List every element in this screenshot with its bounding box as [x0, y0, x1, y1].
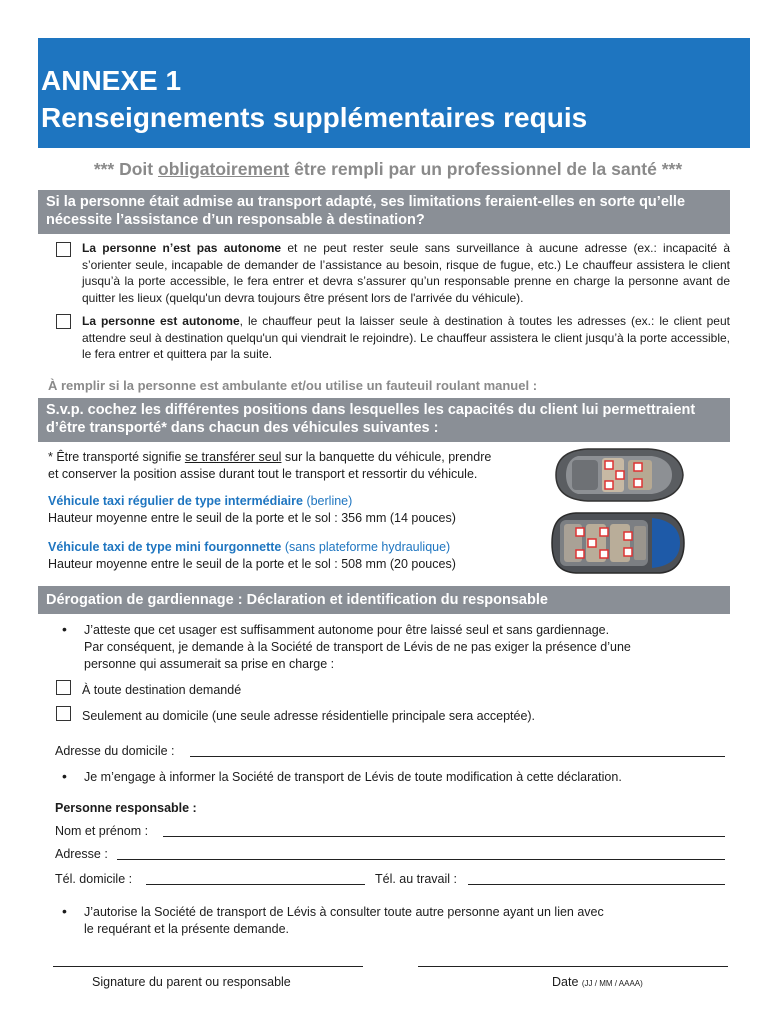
sedan-seat-checkbox-5[interactable]: [634, 479, 642, 487]
not-autonomous-text: [82, 240, 730, 306]
home-phone-field[interactable]: [146, 884, 365, 885]
not-autonomous-desc: et ne peut rester seule sans surveillance à aucune adresse (ex.: incapacité à s’orienter seule, incapable de demander de l’assistance au besoin, risque de fugue, etc.) Le chauffeur assistera le client jusqu’à la porte accessible, le fera entrer et devra s’assurer qu’un responsable prenne en charge la personne avant de quitter les lieux (quelqu'un devra toujours être présent lors de l'arrivée du véhicule).: [82, 241, 731, 305]
commitment-text: Je m’engage à informer la Société de transport de Lévis de toute modification à cette déclaration.: [84, 770, 622, 784]
mandatory-notice: [48, 159, 728, 180]
annex-title: ANNEXE 1: [41, 65, 182, 96]
sedan-seat-checkbox-1[interactable]: [605, 461, 613, 469]
mandatory-suffix: être rempli par un professionnel de la santé ***: [289, 159, 683, 179]
van-seat-checkbox-3[interactable]: [588, 539, 596, 547]
home-address-field[interactable]: [190, 756, 725, 757]
date-label-text: Date: [552, 975, 579, 989]
section3-bar: Dérogation de gardiennage : Déclaration et identification du responsable: [38, 586, 730, 614]
vehicle1-title: [48, 493, 352, 510]
van-seat-checkbox-5[interactable]: [600, 550, 608, 558]
sedan-seat-checkbox-2[interactable]: [605, 481, 613, 489]
date-field[interactable]: [418, 966, 728, 967]
autonomous-desc: , le chauffeur peut la laisser seule à destination à toutes les adresses (ex.: le client peut attendre seul à destination quelqu'un qui viendrait le rejoindre). Le chauffeur assistera le client jusqu’à la porte accessible, le fera entrer et quittera par la suite.: [82, 314, 730, 361]
autonomous-text: [82, 313, 730, 363]
vehicle2-title-bold: Véhicule taxi de type mini fourgonnette: [48, 540, 282, 554]
page-title: Renseignements supplémentaires requis: [41, 102, 588, 133]
note-prefix: * Être transporté signifie: [48, 450, 185, 464]
mandatory-underlined: obligatoirement: [158, 159, 290, 179]
ambulant-title: À remplir si la personne est ambulante et/ou utilise un fauteuil roulant manuel :: [48, 378, 538, 393]
address-label: Adresse :: [55, 847, 108, 861]
responsible-title: Personne responsable :: [55, 801, 197, 815]
not-autonomous-bold: La personne n’est pas autonome: [82, 241, 282, 255]
any-destination-label: À toute destination demandé: [82, 683, 242, 697]
bullet-dot-1: •: [62, 621, 67, 637]
attest-line2: Par conséquent, je demande à la Société de transport de Lévis de ne pas exiger la présence d’une: [84, 640, 631, 654]
address-field[interactable]: [117, 859, 725, 860]
attest-line1: J’atteste que cet usager est suffisamment autonome pour être laissé seul et sans gardiennage.: [84, 623, 610, 637]
name-label: Nom et prénom :: [55, 824, 149, 838]
date-label: [552, 975, 643, 989]
transport-note-line1: [48, 449, 491, 466]
minivan-image: [548, 510, 686, 576]
note-underlined: se transférer seul: [184, 450, 282, 464]
header-banner: [38, 38, 750, 148]
signature-label: Signature du parent ou responsable: [92, 975, 291, 989]
authorize-line1: J’autorise la Société de transport de Lévis à consulter toute autre personne ayant un lien avec: [84, 905, 604, 919]
date-format: (JJ / MM / AAAA): [581, 979, 643, 988]
van-seat-checkbox-7[interactable]: [624, 548, 632, 556]
sedan-seat-checkbox-4[interactable]: [634, 463, 642, 471]
bullet-dot-2: •: [62, 768, 67, 784]
home-phone-label: Tél. domicile :: [55, 872, 133, 886]
vehicle2-height: Hauteur moyenne entre le seuil de la porte et le sol : 508 mm (20 pouces): [48, 557, 456, 571]
name-field[interactable]: [163, 836, 725, 837]
mandatory-prefix: *** Doit: [93, 159, 158, 179]
section1-bar: Si la personne était admise au transport adapté, ses limitations feraient-elles en sorte qu’elle nécessite l’assistance d’un responsable à destination?: [38, 190, 730, 234]
vehicle1-height: Hauteur moyenne entre le seuil de la porte et le sol : 356 mm (14 pouces): [48, 511, 456, 525]
autonomous-checkbox[interactable]: [56, 314, 71, 329]
section2-bar: S.v.p. cochez les différentes positions dans lesquelles les capacités du client lui permettraient d’être transporté* dans chacun des véhicules suivantes :: [38, 398, 730, 442]
van-seat-checkbox-4[interactable]: [600, 528, 608, 536]
transport-note-line2: et conserver la position assise durant tout le transport et ressortir du véhicule.: [48, 467, 478, 481]
vehicle2-title: [48, 539, 450, 556]
van-seat-checkbox-6[interactable]: [624, 532, 632, 540]
bullet-dot-3: •: [62, 903, 67, 919]
sedan-seat-checkbox-3[interactable]: [616, 471, 624, 479]
not-autonomous-checkbox[interactable]: [56, 242, 71, 257]
vehicle1-title-bold: Véhicule taxi régulier de type intermédiaire: [48, 494, 303, 508]
vehicle2-subtitle: (sans plateforme hydraulique): [281, 540, 451, 554]
vehicle1-subtitle: (berline): [302, 494, 353, 508]
home-only-checkbox[interactable]: [56, 706, 71, 721]
attest-line3: personne qui assumerait sa prise en charge :: [84, 657, 335, 671]
note-suffix: sur la banquette du véhicule, prendre: [281, 450, 492, 464]
autonomous-bold: La personne est autonome: [82, 314, 240, 328]
authorize-line2: le requérant et la présente demande.: [84, 922, 289, 936]
van-seat-checkbox-1[interactable]: [576, 528, 584, 536]
signature-field[interactable]: [53, 966, 363, 967]
sedan-car-image: [548, 444, 686, 506]
any-destination-checkbox[interactable]: [56, 680, 71, 695]
van-seat-checkbox-2[interactable]: [576, 550, 584, 558]
work-phone-label: Tél. au travail :: [375, 872, 457, 886]
home-address-label: Adresse du domicile :: [55, 744, 175, 758]
work-phone-field[interactable]: [468, 884, 725, 885]
home-only-label: Seulement au domicile (une seule adresse résidentielle principale sera acceptée).: [82, 709, 536, 723]
